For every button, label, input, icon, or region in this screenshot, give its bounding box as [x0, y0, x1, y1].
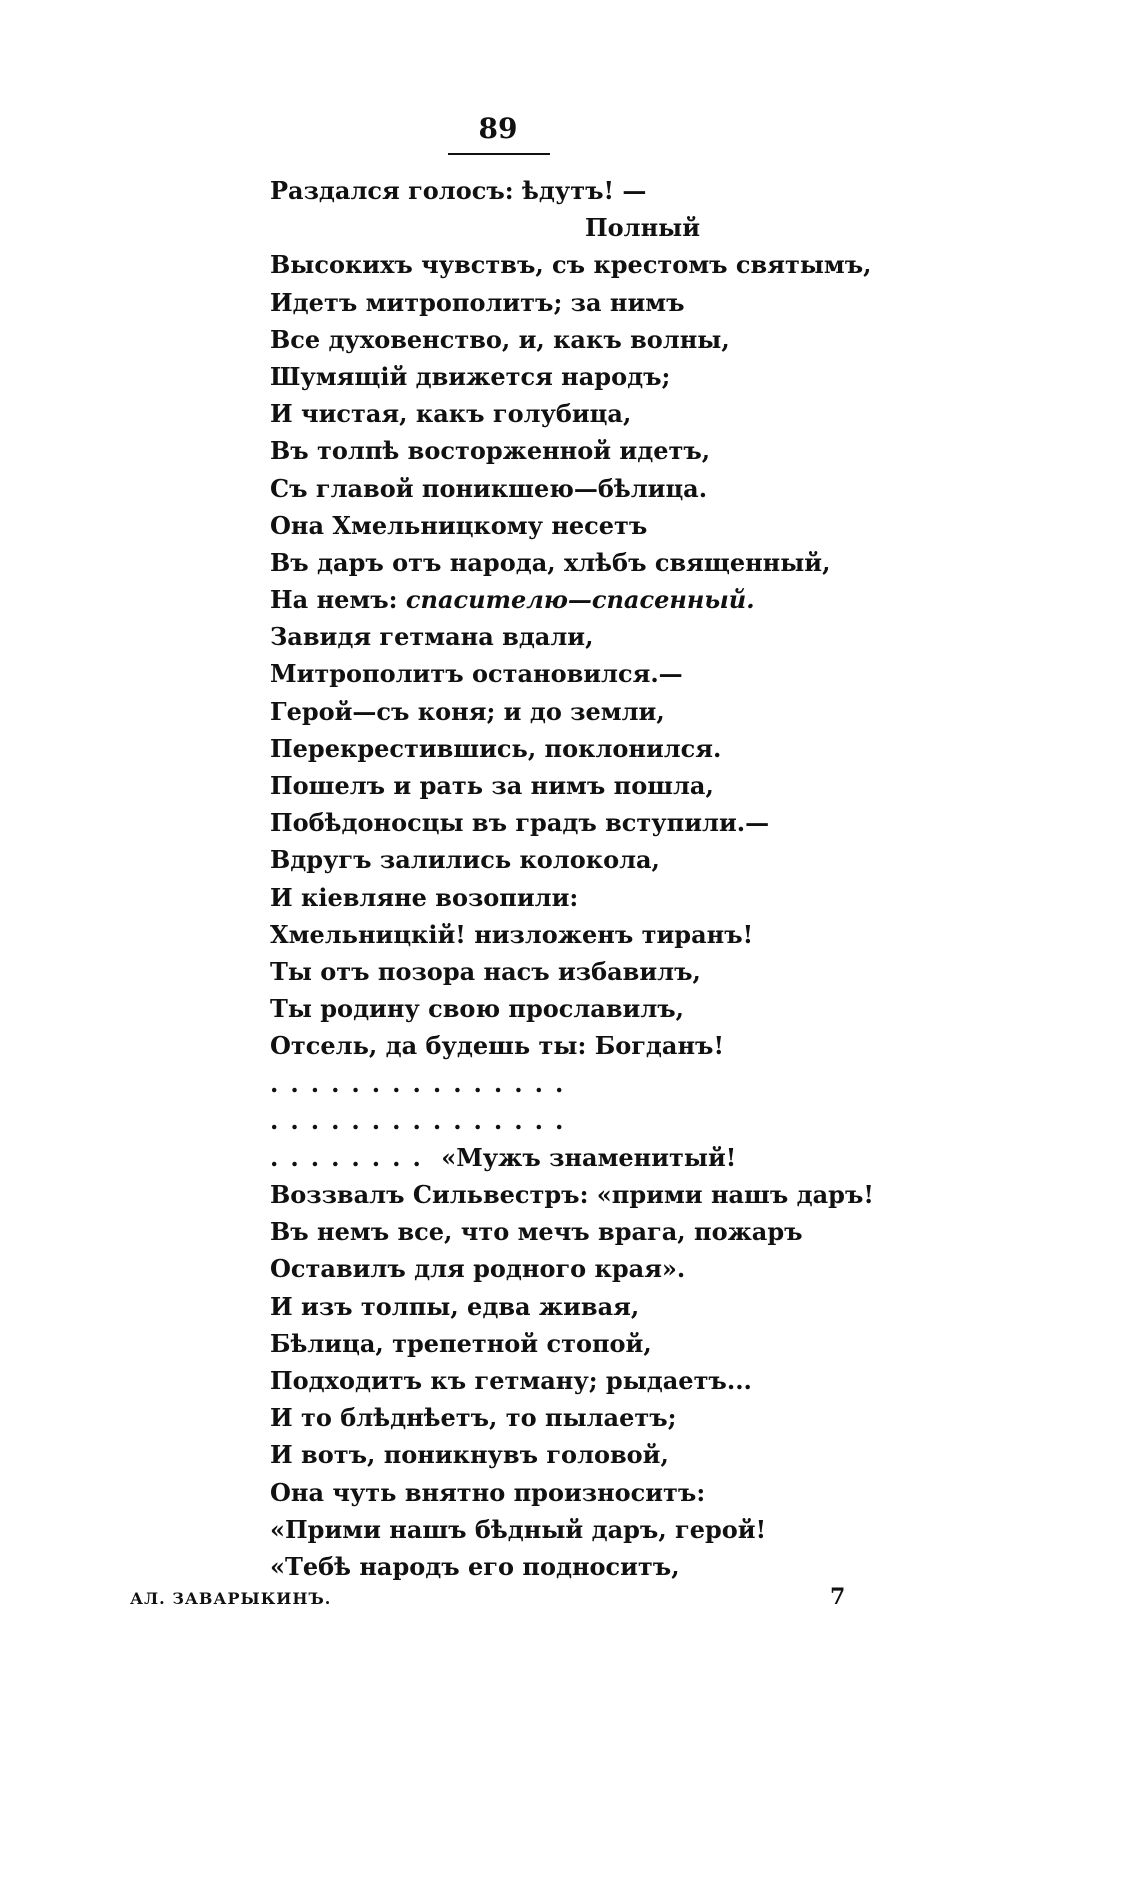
poem-line: Въ немъ все, что мечъ врага, пожаръ [270, 1217, 803, 1247]
poem-line: И кіевляне возопили: [270, 882, 579, 912]
poem-line: Воззвалъ Сильвестръ: «прими нашъ даръ! [270, 1180, 874, 1210]
poem-text [270, 172, 874, 1585]
poem-line: Идетъ митрополитъ; за нимъ [270, 287, 685, 317]
poem-line: Въ толпѣ восторженной идетъ, [270, 436, 711, 466]
poem-line: Подходитъ къ гетману; рыдаетъ... [270, 1366, 752, 1395]
poem-line: И чистая, какъ голубица, [270, 399, 632, 429]
bread-inscription: спасителю—спасенный. [405, 585, 755, 615]
poem-line: И изъ толпы, едва живая, [270, 1291, 640, 1321]
poem-line: И то блѣднѣетъ, то пылаетъ; [270, 1403, 677, 1433]
poem-line: «Тебѣ народъ его подноситъ, [270, 1551, 680, 1581]
poem-line: Раздался голосъ: ѣдутъ! — [270, 176, 647, 205]
poem-line: Вдругъ залились колокола, [270, 845, 660, 875]
poem-line: Бѣлица, трепетной стопой, [270, 1328, 652, 1358]
poem-line: Герой—съ коня; и до земли, [270, 696, 665, 726]
poem-line: Шумящій движется народъ; [270, 361, 671, 391]
page-number-rule [448, 153, 550, 155]
poem-line-end: «Мужъ знаменитый! [441, 1142, 737, 1172]
signature-mark: 7 [830, 1584, 846, 1610]
poem-line: Митрополитъ остановился.— [270, 659, 683, 689]
page-number: 89 [478, 112, 518, 145]
poem-line: Ты отъ позора насъ избавилъ, [270, 956, 701, 986]
poem-line: Все духовенство, и, какъ волны, [270, 324, 730, 354]
poem-line: Полный [585, 213, 701, 243]
poem-line: Она Хмельницкому несетъ [270, 510, 648, 540]
ellipsis-prefix: ........ [270, 1142, 433, 1172]
poem-line: Перекрестившись, поклонился. [270, 733, 722, 763]
ellipsis-line: ............... [270, 1068, 576, 1098]
poem-line: «Прими нашъ бѣдный даръ, герой! [270, 1514, 767, 1544]
poem-line: И вотъ, поникнувъ головой, [270, 1440, 669, 1470]
poem-line: Высокихъ чувствъ, съ крестомъ святымъ, [270, 250, 872, 280]
poem-line: Побѣдоносцы въ градъ вступили.— [270, 808, 770, 838]
ellipsis-line: ............... [270, 1105, 576, 1135]
poem-line: Пошелъ и рать за нимъ пошла, [270, 771, 714, 800]
poem-line: Хмельницкій! низложенъ тиранъ! [270, 919, 754, 949]
poem-line: Отсель, да будешь ты: Богданъ! [270, 1031, 724, 1061]
poem-line-with-inscription [270, 581, 830, 618]
poem-line: Завидя гетмана вдали, [270, 622, 594, 652]
poem-line: Въ даръ отъ народа, хлѣбъ священный, [270, 547, 831, 577]
footer-author: АЛ. ЗАВАРЫКИНЪ. [130, 1589, 332, 1608]
poem-line: Она чуть внятно произноситъ: [270, 1477, 706, 1507]
poem-line-with-ellipsis [270, 1139, 830, 1176]
poem-line: Ты родину свою прославилъ, [270, 994, 685, 1024]
poem-line: Оставилъ для родного края». [270, 1254, 686, 1284]
poem-line-start: На немъ: [270, 585, 398, 615]
poem-line: Съ главой поникшею—бѣлица. [270, 473, 708, 503]
